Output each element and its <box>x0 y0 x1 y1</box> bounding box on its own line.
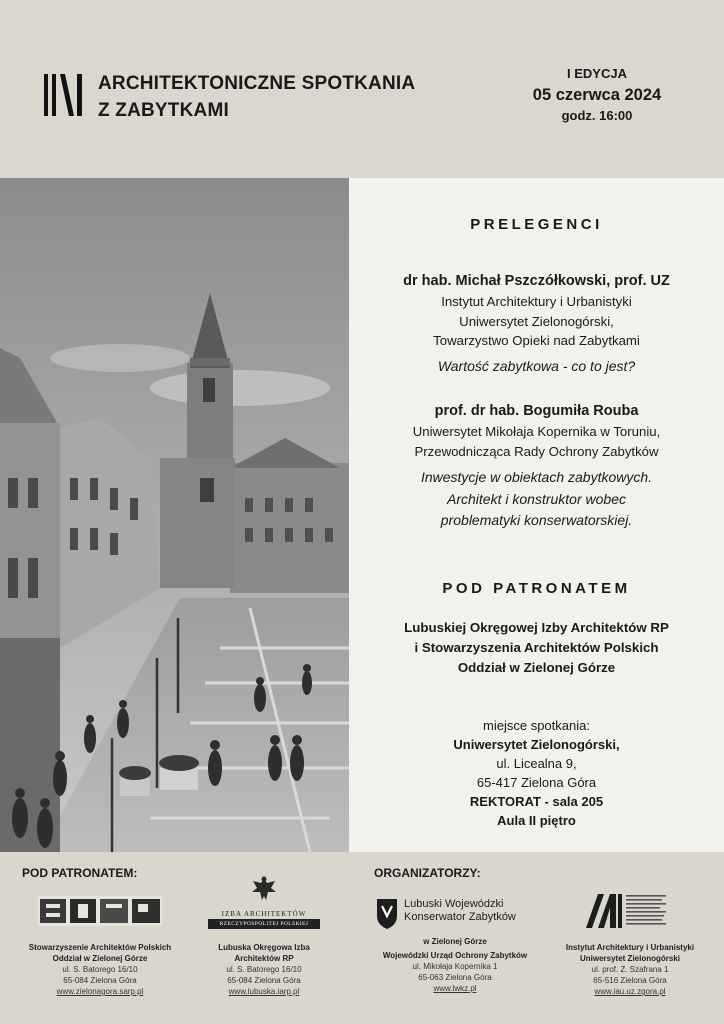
lwkz-sub: w Zielonej Górze <box>423 937 487 946</box>
iarp-street: ul. S. Batorego 16/10 <box>226 965 302 974</box>
speaker-2 <box>349 400 724 532</box>
iau-logo-icon <box>584 890 674 932</box>
iau-logo <box>584 890 674 932</box>
speaker-2-name: prof. dr hab. Bogumiła Rouba <box>434 403 639 419</box>
iarp-logo <box>208 874 320 934</box>
iarp-name-1: Lubuska Okręgowa Izba <box>218 943 310 952</box>
iau-name-1: Instytut Architektury i Urbanistyki <box>565 943 695 952</box>
venue-hall: Aula II piętro <box>497 813 576 828</box>
iarp-name-2: Architektów RP <box>234 954 294 963</box>
speaker-2-affiliation-1: Uniwersytet Mikołaja Kopernika w Toruniu, <box>412 424 661 439</box>
iau-info <box>548 942 712 997</box>
program-panel <box>349 178 724 852</box>
venue-room: REKTORAT - sala 205 <box>469 794 604 809</box>
footer-organizers-label: ORGANIZATORZY: <box>374 866 481 880</box>
speaker-1-affiliation-2: Uniwersytet Zielonogórski, <box>459 313 614 329</box>
lwkz-logo <box>376 896 546 930</box>
sarp-logo <box>38 896 162 926</box>
eagle-emblem-icon <box>249 874 279 904</box>
sarp-name-1: Stowarzyszenie Architektów Polskich <box>28 943 172 952</box>
lwkz-street: ul. Mikołaja Kopernika 1 <box>412 962 498 971</box>
event-title <box>98 70 415 124</box>
event-title-line1: ARCHITEKTONICZNE SPOTKANIA <box>98 73 416 94</box>
patronage-line3: Oddział w Zielonej Górze <box>457 660 616 675</box>
edition-label: I EDYCJA <box>567 66 627 81</box>
event-title-line2: Z ZABYTKAMI <box>98 100 229 121</box>
speaker-1-affiliation-1: Instytut Architektury i Urbanistyki <box>441 294 632 309</box>
sarp-logo-icon <box>38 896 162 926</box>
lwkz-logo-line2: Konserwator Zabytków <box>404 911 516 923</box>
iarp-city: 65-084 Zielona Góra <box>227 976 301 985</box>
iau-street: ul. prof. Z. Szafrana 1 <box>591 965 669 974</box>
patronage-text <box>349 618 724 678</box>
venue-label: miejsce spotkania: <box>483 718 590 733</box>
patronage-line1: Lubuskiej Okręgowej Izby Architektów RP <box>404 620 669 635</box>
speakers-heading: PRELEGENCI <box>470 216 603 233</box>
speaker-1-name: dr hab. Michał Pszczółkowski, prof. UZ <box>403 273 670 289</box>
iarp-logo-line1: IZBA ARCHITEKTÓW <box>208 909 320 920</box>
speaker-2-talk-line3: problematyki konserwatorskiej. <box>440 512 633 528</box>
venue-name: Uniwersytet Zielonogórski, <box>453 737 620 752</box>
shield-icon <box>376 898 398 930</box>
speaker-2-talk-line2: Architekt i konstruktor wobec <box>447 490 626 507</box>
sarp-url[interactable]: www.zielonagora.sarp.pl <box>56 987 144 996</box>
lwkz-url[interactable]: www.lwkz.pl <box>433 984 477 993</box>
lwkz-city: 65-063 Zielona Góra <box>418 973 492 982</box>
speaker-1-talk: Wartość zabytkowa - co to jest? <box>437 357 636 374</box>
iarp-logo-line2: RZECZYPOSPOLITEJ POLSKIEJ <box>208 920 320 929</box>
speaker-1-affiliation-3: Towarzystwo Opieki nad Zabytkami <box>433 333 640 348</box>
footer <box>0 852 724 1024</box>
patronage-line2: i Stowarzyszenia Architektów Polskich <box>414 640 659 655</box>
iarp-info <box>190 942 338 997</box>
speaker-2-talk-line1: Inwestycje w obiektach zabytkowych. <box>420 469 653 485</box>
event-time: godz. 16:00 <box>561 108 633 123</box>
lwkz-name: Wojewódzki Urząd Ochrony Zabytków <box>382 951 528 960</box>
header <box>0 0 724 178</box>
sarp-info <box>14 942 186 997</box>
footer-patrons-label: POD PATRONATEM: <box>22 866 138 880</box>
patronage-heading: POD PATRONATEM <box>442 580 631 597</box>
lwkz-info <box>366 936 544 994</box>
event-logo-icon <box>44 72 82 118</box>
street-photo <box>0 178 349 852</box>
venue-street: ul. Licealna 9, <box>496 756 577 771</box>
speaker-1 <box>349 270 724 377</box>
sarp-street: ul. S. Batorego 16/10 <box>62 965 138 974</box>
sarp-city: 65-084 Zielona Góra <box>63 976 137 985</box>
lwkz-logo-line1: Lubuski Wojewódzki <box>404 898 504 910</box>
speaker-2-affiliation-2: Przewodnicząca Rady Ochrony Zabytków <box>414 443 659 459</box>
event-date-block <box>522 66 672 124</box>
iarp-url[interactable]: www.lubuska.iarp.pl <box>228 987 300 996</box>
iau-city: 65-516 Zielona Góra <box>593 976 667 985</box>
venue-block <box>349 716 724 830</box>
event-date: 05 czerwca 2024 <box>532 86 662 104</box>
venue-city: 65-417 Zielona Góra <box>476 775 597 790</box>
iau-name-2: Uniwersytet Zielonogórski <box>579 954 681 963</box>
sarp-name-2: Oddział w Zielonej Górze <box>52 954 148 963</box>
iau-url[interactable]: www.iau.uz.zgora.pl <box>594 987 666 996</box>
